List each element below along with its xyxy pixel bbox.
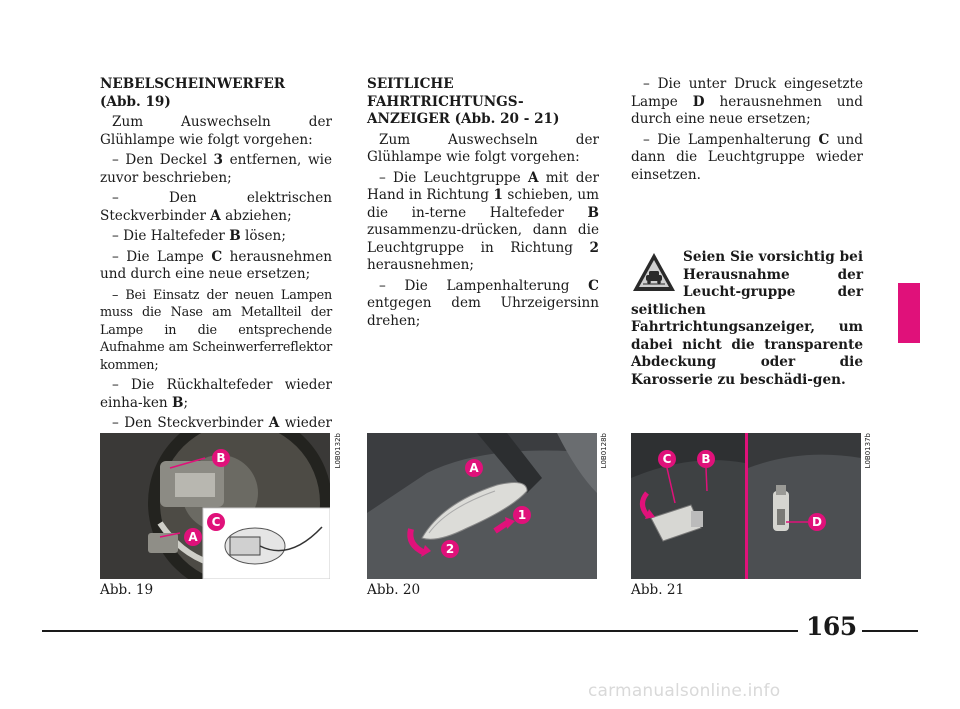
footer-rule [42, 630, 798, 632]
callout-label: A [184, 528, 202, 546]
paragraph: – Bei Einsatz der neuen Lampen muss die Nase am Metallteil der Lampe in die entsprechende Aufnahme am Scheinwerferreflektor kommen; [100, 287, 332, 373]
paragraph: Zum Auswechseln der Glühlampe wie folgt vorgehen: [367, 131, 599, 165]
heading-fog-lamp: NEBELSCHEINWERFER (Abb. 19) [100, 76, 286, 110]
paragraph: – Die Rückhaltefeder wieder einha-ken B; [100, 377, 332, 411]
section-tab [898, 283, 920, 343]
figure-19-fog-lamp [100, 433, 330, 579]
callout-label: A [465, 459, 483, 477]
callout-label: D [808, 513, 826, 531]
column-continued [631, 76, 863, 184]
figure-caption: Abb. 20 [367, 582, 421, 598]
warning-note [631, 249, 863, 389]
page-number: 165 [806, 612, 857, 641]
paragraph: – Die Lampenhalterung C entgegen dem Uhrzeigersinn drehen; [367, 277, 599, 329]
heading-side-indicators: SEITLICHE FAHRTRICHTUNGS- ANZEIGER (Abb. 20 - 21) [367, 76, 560, 127]
figure-code: L0B0132b [334, 433, 342, 469]
footer-rule [862, 630, 918, 632]
watermark: carmanualsonline.info [588, 681, 781, 701]
callout-label: B [697, 450, 715, 468]
paragraph: – Die Haltefeder B lösen; [112, 228, 286, 244]
paragraph: – Die Lampenhalterung C und dann die Leuchtgruppe wieder einsetzen. [631, 131, 863, 183]
paragraph: Zum Auswechseln der Glühlampe wie folgt vorgehen: [100, 114, 332, 148]
figure-caption: Abb. 19 [100, 582, 154, 598]
figure-21-lamp-holder [631, 433, 861, 579]
paragraph: – Den Steckverbinder A wieder [112, 415, 332, 431]
paragraph: – Den Deckel 3 entfernen, wie zuvor beschrieben; [100, 152, 332, 186]
callout-label: 1 [513, 506, 531, 524]
column-fog-lamp [100, 76, 332, 450]
callout-label: C [658, 450, 676, 468]
paragraph: – Die Lampe C herausnehmen und durch eine neue ersetzen; [100, 248, 332, 282]
paragraph: – Die unter Druck eingesetzte Lampe D herausnehmen und durch eine neue ersetzen; [631, 76, 863, 127]
figure-20-side-indicator [367, 433, 597, 579]
callout-label: B [212, 449, 230, 467]
figure-code: L0B0128b [600, 433, 608, 469]
column-side-indicators [367, 76, 599, 330]
figure-caption: Abb. 21 [631, 582, 685, 598]
figure-code: L0B0137b [864, 433, 872, 469]
callout-label: C [207, 513, 225, 531]
paragraph: – Den elektrischen Steckverbinder A abziehen; [100, 190, 332, 224]
callout-label: 2 [441, 540, 459, 558]
paragraph: – Die Leuchtgruppe A mit der Hand in Richtung 1 schieben, um die in-terne Haltefeder B zusammenzu-drücken, dann die Leuchtgruppe in Richtung 2 herausnehmen; [367, 169, 599, 273]
warning-triangle-icon [631, 251, 677, 293]
warning-text: Seien Sie vorsichtig bei Herausnahme der Leucht-gruppe der seitlichen Fahrtrichtungsanzeiger, um dabei nicht die transparente Abdeckung oder die Karosserie zu beschädi-gen. [631, 249, 863, 388]
